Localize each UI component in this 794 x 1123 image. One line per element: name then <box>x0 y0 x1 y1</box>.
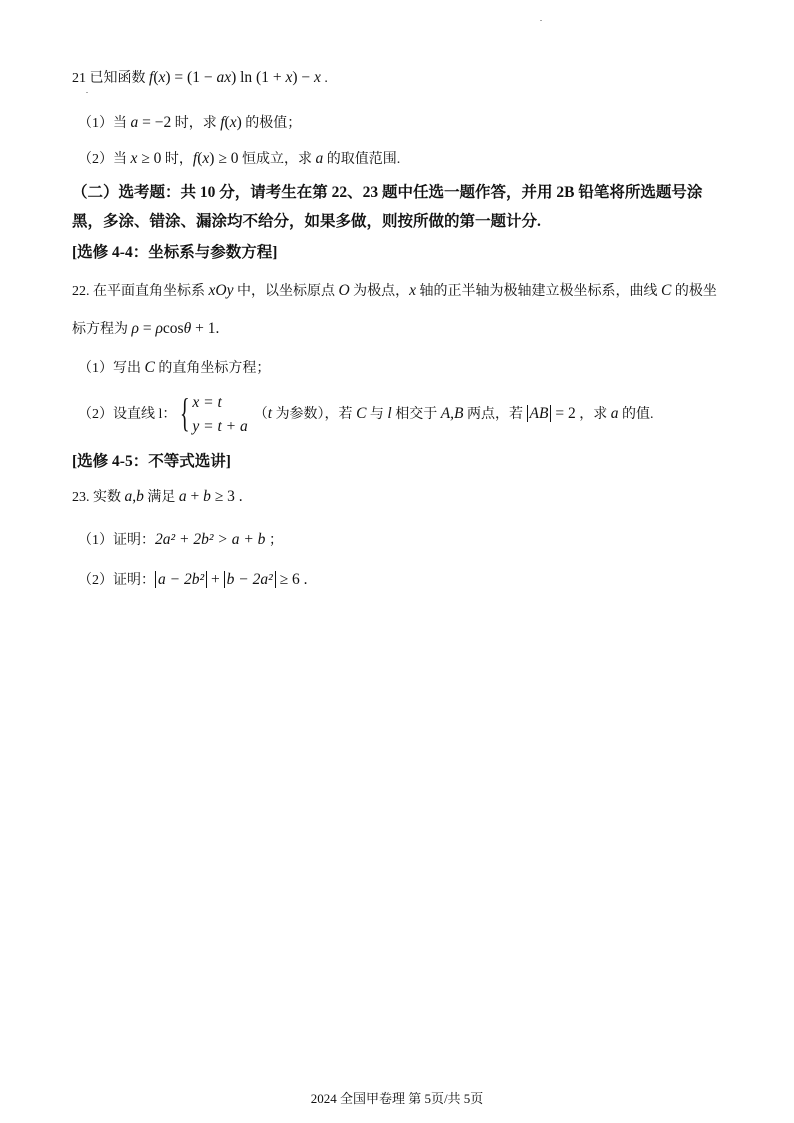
scan-dot: . <box>540 14 542 23</box>
text-segment: ，求 <box>575 407 611 422</box>
text-segment: 的直角坐标方程； <box>154 361 271 376</box>
math-variable: O <box>338 282 350 299</box>
text-segment: 的取值范围. <box>323 152 401 167</box>
math-variable: a <box>178 488 187 505</box>
text-segment: 23. 实数 <box>72 490 125 505</box>
math-symbol: ≥ 0 <box>137 150 162 167</box>
text-segment: （1）当 <box>78 116 131 131</box>
math-symbol: ) <box>236 114 242 131</box>
text-segment: 时， <box>161 152 193 167</box>
math-symbol: ) − <box>292 69 314 86</box>
math-symbol: = −2 <box>138 114 172 131</box>
text-segment: 为参数），若 <box>272 407 357 422</box>
math-symbol: ( <box>153 69 159 86</box>
math-variable: ρ <box>155 320 163 337</box>
section-instructions-1: （二）选考题：共 10 分，请考生在第 22、23 题中任选一题作答，并用 2B 铅笔将所选题号涂 <box>72 184 703 201</box>
math-variable: C <box>144 359 155 376</box>
text-segment: 的极坐 <box>671 284 717 299</box>
text-segment: 为极点， <box>349 284 410 299</box>
equation-system <box>180 391 247 439</box>
text-segment: ； <box>265 533 283 548</box>
math-variable: x <box>314 69 321 86</box>
text-segment: 与 <box>366 407 388 422</box>
math-variable: xOy <box>208 282 234 299</box>
text-segment: （2）当 <box>78 152 131 167</box>
math-variable: t <box>267 405 273 422</box>
math-variable: a <box>315 150 324 167</box>
math-variable: a <box>124 488 133 505</box>
math-variable: x <box>158 69 166 86</box>
math-variable: b <box>203 488 211 505</box>
abs-expr-2: b − 2a² <box>224 571 276 588</box>
text-segment: 轴的正半轴为极轴建立极坐标系，曲线 <box>416 284 662 299</box>
text-segment: （1）写出 <box>78 361 145 376</box>
math-symbol: ≥ 3 . <box>210 488 243 505</box>
math-variable: ax <box>216 69 232 86</box>
text-segment: 恒成立，求 <box>238 152 316 167</box>
equation-x: x = t <box>192 393 222 411</box>
q22-part2-text <box>254 407 527 422</box>
text-segment: （ <box>253 407 268 422</box>
math-variable: x <box>202 150 210 167</box>
math-variable: f <box>192 150 198 167</box>
text-segment: 21 已知函数 <box>72 71 149 86</box>
brace-icon: { <box>180 389 190 435</box>
q23-stem <box>72 487 243 508</box>
q22-part1 <box>78 358 270 379</box>
section-instructions-2: 黑，多涂、错涂、漏涂均不给分，如果多做，则按所做的第一题计分. <box>72 213 541 230</box>
math-symbol: cos <box>162 320 184 337</box>
abs-expr-1: a − 2b² <box>155 571 207 588</box>
text-segment: 标方程为 <box>72 322 132 337</box>
q22-part2 <box>78 390 653 439</box>
math-symbol: ) = (1 − <box>165 69 217 86</box>
text-segment: 满足 <box>143 490 179 505</box>
page-footer: 2024 全国甲卷理 第 5页/共 5页 <box>310 1091 484 1106</box>
q22-stem-2 <box>72 319 219 340</box>
math-symbol: , <box>132 488 137 505</box>
math-variable: f <box>220 114 225 131</box>
math-variable: ρ <box>131 320 139 337</box>
equation-y: y = t + a <box>192 417 248 435</box>
text-segment: 的极值； <box>241 116 302 131</box>
text-segment: 22. 在平面直角坐标系 <box>72 284 209 299</box>
q22-stem-1 <box>72 281 717 302</box>
math-symbol: ( <box>224 114 230 131</box>
math-variable: a <box>610 405 619 422</box>
math-variable: b <box>136 488 144 505</box>
q23-part2 <box>78 570 307 591</box>
math-variable: A,B <box>440 405 464 422</box>
math-variable: x <box>130 150 138 167</box>
q22-part2-end <box>551 407 653 422</box>
scan-dot: . <box>86 86 88 95</box>
q21-part2 <box>78 149 400 170</box>
math-symbol: + <box>186 488 204 505</box>
math-variable: C <box>661 282 672 299</box>
abs-ab: AB <box>527 405 552 422</box>
text-segment: 中，以坐标原点 <box>233 284 339 299</box>
text-segment: （1）证明： <box>78 533 155 548</box>
q23-part1 <box>78 530 283 551</box>
text-segment: 相交于 <box>391 407 441 422</box>
math-variable: x <box>409 282 417 299</box>
math-symbol: = <box>138 320 156 337</box>
text-segment: 两点，若 <box>463 407 527 422</box>
math-variable: f <box>149 69 154 86</box>
math-variable: x <box>229 114 237 131</box>
elective-4-5-heading: [选修 4-5：不等式选讲] <box>72 453 231 470</box>
math-variable: C <box>356 405 367 422</box>
q21-part1 <box>78 113 301 134</box>
q23-part2-prefix: （2）证明： <box>78 573 155 588</box>
math-variable: x <box>285 69 293 86</box>
math-symbol: + 1. <box>191 320 220 337</box>
math-symbol: ) ln (1 + <box>231 69 286 86</box>
math-variable: a <box>130 114 139 131</box>
text-segment: 的值. <box>618 407 654 422</box>
math-symbol: = 2 <box>551 405 576 422</box>
text-segment: 时，求 <box>171 116 221 131</box>
math-variable: 2a² + 2b² > a + b <box>155 531 266 548</box>
math-symbol: ( <box>197 150 203 167</box>
math-variable: θ <box>183 320 192 337</box>
text-segment: . <box>320 71 328 86</box>
inequality-rhs: ≥ 6 . <box>275 571 308 588</box>
q22-part2-prefix: （2）设直线 l： <box>78 407 177 422</box>
math-variable: l <box>387 405 392 422</box>
q21-stem <box>72 68 328 89</box>
math-symbol: ) ≥ 0 <box>209 150 239 167</box>
elective-4-4-heading: [选修 4-4：坐标系与参数方程] <box>72 244 278 261</box>
plus-sign: + <box>207 571 224 588</box>
